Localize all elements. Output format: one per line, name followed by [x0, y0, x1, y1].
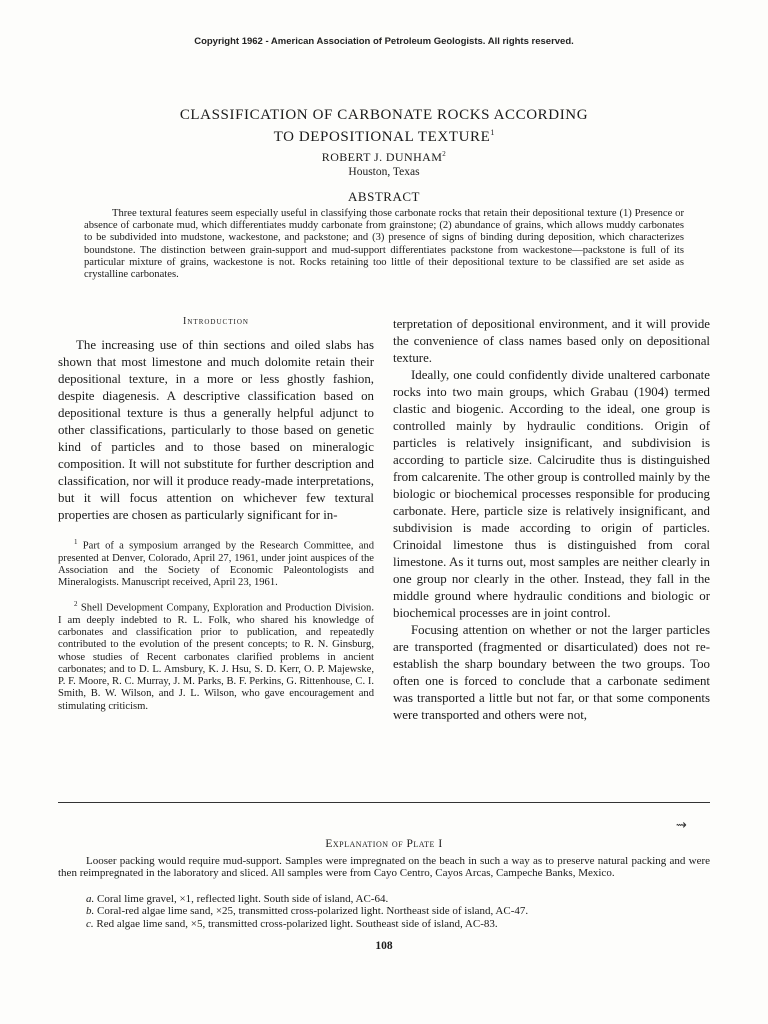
introduction-heading: Introduction [183, 316, 249, 327]
plate-item-c [58, 918, 710, 930]
plate-explanation-heading: Explanation of Plate I [325, 838, 443, 850]
plate-item-b [58, 905, 710, 917]
footnote-2-text: Shell Development Company, Exploration and Production Division. I am deeply indebted to R. L. Folk, who shared his knowledge of carbonates and classification prior to publication, and repeatedly contributed to the evolution of the present concepts; to R. N. Ginsburg, whose studies of Recent carbonates clarified problems in ancient carbonates; and to D. L. Amsbury, K. J. Hsu, S. D. Kerr, O. P. Majewske, P. F. Moore, R. C. Murray, J. M. Parks, B. F. Perkins, G. Rittenhouse, C. I. Smith, B. W. Wilson, and J. L. Wilson, who gave encouragement and stimulating criticism. [58, 602, 375, 712]
page-number: 108 [375, 940, 393, 952]
author-affiliation: Houston, Texas [348, 166, 420, 178]
article-title [60, 106, 708, 146]
title-line-1: CLASSIFICATION OF CARBONATE ROCKS ACCORDING [179, 107, 589, 123]
intro-paragraph-1-continued: terpretation of depositional environment, and it will provide the convenience of class names based only on depositional texture. [393, 317, 710, 365]
section-divider [58, 802, 710, 803]
copyright-notice: Copyright 1962 - American Association of Petroleum Geologists. All rights reserved. [194, 36, 574, 47]
author-name-text: ROBERT J. DUNHAM [321, 150, 443, 164]
title-line-2-text: TO DEPOSITIONAL TEXTURE [273, 129, 491, 145]
plate-item-label: c. [86, 917, 94, 930]
footnote-1-mark: 1 [74, 538, 78, 546]
author-name [0, 150, 768, 165]
intro-paragraph-3: Focusing attention on whether or not the larger particles are transported (fragmented or disarticulated) does not re-establish the sharp boundary between the two groups. Too often one is forced to conclude that a carbonate sediment was transported a little but not far, or that some components were transported and others were not, [393, 623, 710, 722]
plate-item-a [58, 893, 710, 905]
plate-explanation-text: Looser packing would require mud-support. Samples were impregnated on the beach in such a way as to preserve natural packing and were then reimpregnated in the laboratory and sliced. All samples were from Cayo Centro, Cayos Arcas, Campeche Banks, Mexico. [58, 855, 710, 880]
title-footnote-mark: 1 [490, 128, 495, 137]
right-column [393, 316, 710, 724]
footnote-2 [58, 598, 374, 712]
author-footnote-mark: 2 [442, 150, 447, 158]
intro-paragraph-1: The increasing use of thin sections and oiled slabs has shown that most limestone and much dolomite retain their depositional texture, in a more or less ghostly fashion, despite diagenesis. A descriptive classification based on depositional texture is thus a generally helpful adjunct to other classifications, particularly to those based on genetic kind of particles and to those based on mineralogic composition. It will not substitute for further description and classification, nor will it produce ready-made interpretations, but it will focus attention on whichever few textural properties are chosen as particularly significant for in- [58, 338, 374, 522]
plate-item-label: a. [86, 893, 95, 905]
plate-item-text: Coral-red algae lime sand, ×25, transmitted cross-polarized light. Northeast side of island, AC-47. [97, 905, 529, 918]
abstract-heading: ABSTRACT [348, 189, 420, 204]
plate-item-text: Coral lime gravel, ×1, reflected light. South side of island, AC-64. [97, 893, 389, 905]
plate-item-text: Red algae lime sand, ×5, transmitted cross-polarized light. Southeast side of island, AC-83. [96, 917, 498, 930]
title-line-2 [60, 124, 708, 146]
intro-paragraph-2: Ideally, one could confidently divide unaltered carbonate rocks into two main groups, which Grabau (1904) termed clastic and biogenic. According to the ideal, one group is controlled mainly by hydraulic conditions. Origin of particles is relatively insignificant, and subdivision is according to particle size. Calcirudite thus is distinguished from calcarenite. The other group is controlled mainly by the biologic or biochemical processes responsible for producing carbonate. Here, particle size is relatively insignificant, and subdivision is made according to origin of particles. Crinoidal limestone thus is distinguished from coral limestone. As it turns out, most samples are neither clearly in one group nor clearly in the other. Instead, they fall in the middle ground where hydraulic conditions and biologic or biochemical processes are in joint control. [393, 368, 710, 620]
continuation-arrow-icon: ⇝ [676, 818, 687, 833]
plate-item-list [58, 893, 710, 930]
footnote-2-mark: 2 [74, 600, 78, 609]
plate-item-label: b. [86, 905, 95, 918]
abstract-text: Three textural features seem especially useful in classifying those carbonate rocks that retain their depositional texture (1) Presence or absence of carbonate mud, which differentiates muddy carbonate from grainstone; (2) abundance of grains, which allows muddy carbonates to be subdivided into mudstone, wackestone, and packstone; and (3) presence of signs of binding during deposition, which characterizes boundstone. The distinction between grain-support and mud-support differentiates packstone from wackestone—packstone is full of its particular mixture of grains, wackestone is not. Rocks retaining too little of their depositional texture to be classified are set aside as crystalline carbonates. [84, 208, 684, 281]
left-column [58, 316, 374, 713]
footnote-1-text: Part of a symposium arranged by the Research Committee, and presented at Denver, Colorado, April 27, 1961, under joint auspices of the Association and the Society of Economic Paleontologists and Mineralogists. Manuscript received, April 23, 1961. [58, 540, 374, 589]
footnote-1 [58, 536, 374, 589]
